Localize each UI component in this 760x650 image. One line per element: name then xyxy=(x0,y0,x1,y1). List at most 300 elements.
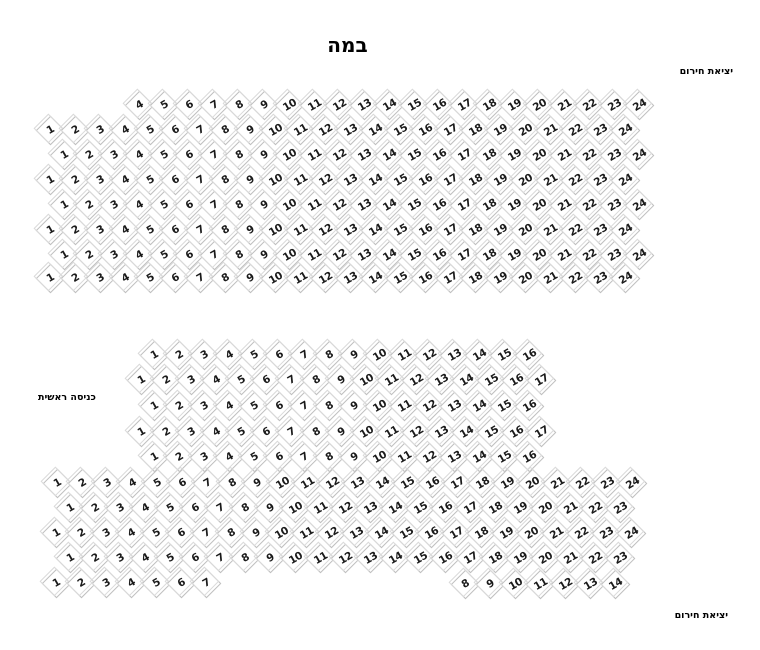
seat-number: 19 xyxy=(490,269,509,287)
seat-number: 3 xyxy=(197,449,210,464)
seat-number: 15 xyxy=(390,221,409,239)
seat-number: 13 xyxy=(346,524,365,542)
seat-number: 5 xyxy=(143,222,156,237)
seat-number: 4 xyxy=(209,424,222,439)
seat-number: 8 xyxy=(322,449,335,464)
seat-number: 6 xyxy=(188,550,201,565)
seat-number: 11 xyxy=(290,269,309,287)
seat-number: 10 xyxy=(279,196,298,214)
seat-number: 10 xyxy=(271,524,290,542)
seat-number: 12 xyxy=(419,397,438,415)
seat-number: 3 xyxy=(113,500,126,515)
seat-number: 5 xyxy=(234,372,247,387)
seat-number: 4 xyxy=(118,270,131,285)
seat-number: 9 xyxy=(483,576,496,591)
seat-number: 1 xyxy=(43,222,56,237)
seat-number: 4 xyxy=(124,525,137,540)
seat-number: 9 xyxy=(249,525,262,540)
seat-number: 18 xyxy=(479,246,498,264)
seat-number: 16 xyxy=(429,146,448,164)
seat-number: 16 xyxy=(435,499,454,517)
seat-number: 3 xyxy=(197,347,210,362)
seat-number: 12 xyxy=(406,371,425,389)
seat-number: 4 xyxy=(138,500,151,515)
seat-number: 3 xyxy=(184,372,197,387)
seat-number: 23 xyxy=(590,221,609,239)
seat-number: 18 xyxy=(465,121,484,139)
seat-number: 23 xyxy=(590,269,609,287)
seat-number: 14 xyxy=(469,397,488,415)
seat-number: 20 xyxy=(535,499,554,517)
seat-number: 10 xyxy=(279,96,298,114)
seat-number: 16 xyxy=(519,448,538,466)
seat-number: 12 xyxy=(329,146,348,164)
seat-number: 19 xyxy=(490,171,509,189)
seat-number: 19 xyxy=(497,474,516,492)
seat-number: 21 xyxy=(554,96,573,114)
seat-number: 11 xyxy=(530,575,549,593)
seat-number: 11 xyxy=(381,423,400,441)
seat-number: 4 xyxy=(138,550,151,565)
seat-number: 7 xyxy=(207,197,220,212)
seat-number: 8 xyxy=(238,500,251,515)
seat-number: 7 xyxy=(199,525,212,540)
seat-number: 23 xyxy=(604,246,623,264)
seat-number: 2 xyxy=(82,147,95,162)
seat-number: 24 xyxy=(615,121,634,139)
seat-number: 8 xyxy=(218,172,231,187)
seat-number: 19 xyxy=(504,96,523,114)
seat-number: 19 xyxy=(510,499,529,517)
seat-number: 7 xyxy=(213,550,226,565)
seat-number: 2 xyxy=(172,449,185,464)
seat-number: 16 xyxy=(506,371,525,389)
seat-number: 3 xyxy=(93,222,106,237)
seat-number: 7 xyxy=(193,222,206,237)
seat-number: 14 xyxy=(605,575,624,593)
seat-number: 9 xyxy=(257,97,270,112)
seat-number: 2 xyxy=(68,122,81,137)
seat-number: 23 xyxy=(604,146,623,164)
seat-number: 23 xyxy=(610,549,629,567)
seat-number: 18 xyxy=(465,269,484,287)
seat-number: 6 xyxy=(259,424,272,439)
seat[interactable] xyxy=(514,442,544,472)
seat-number: 18 xyxy=(465,221,484,239)
seat-number: 1 xyxy=(57,247,70,262)
seat-number: 6 xyxy=(168,172,181,187)
seat-number: 4 xyxy=(118,122,131,137)
seat-number: 14 xyxy=(469,346,488,364)
seat-number: 13 xyxy=(360,499,379,517)
seat-number: 17 xyxy=(446,524,465,542)
seat-number: 19 xyxy=(504,246,523,264)
seat-number: 22 xyxy=(565,171,584,189)
seat-number: 19 xyxy=(504,146,523,164)
seat-number: 13 xyxy=(444,397,463,415)
seat-number: 3 xyxy=(113,550,126,565)
seat-number: 15 xyxy=(494,346,513,364)
seat-number: 9 xyxy=(263,500,276,515)
seat[interactable] xyxy=(514,340,544,370)
seat-number: 1 xyxy=(43,172,56,187)
seat-number: 22 xyxy=(585,549,604,567)
seat-number: 20 xyxy=(515,171,534,189)
seat-number: 4 xyxy=(222,398,235,413)
seat-number: 4 xyxy=(132,197,145,212)
seat-number: 16 xyxy=(429,96,448,114)
seat-number: 12 xyxy=(321,524,340,542)
seat-number: 23 xyxy=(604,96,623,114)
seat-number: 24 xyxy=(629,96,648,114)
seat-number: 14 xyxy=(379,246,398,264)
seat-number: 8 xyxy=(309,372,322,387)
seat-number: 14 xyxy=(469,448,488,466)
seat-number: 22 xyxy=(572,474,591,492)
seat-number: 5 xyxy=(157,247,170,262)
seat-number: 21 xyxy=(554,196,573,214)
seat-number: 11 xyxy=(290,221,309,239)
seat-number: 19 xyxy=(510,549,529,567)
seat-number: 8 xyxy=(232,197,245,212)
seat-number: 9 xyxy=(243,122,256,137)
seat-number: 22 xyxy=(579,196,598,214)
seat-number: 15 xyxy=(481,423,500,441)
seat-number: 14 xyxy=(385,549,404,567)
seat-number: 5 xyxy=(150,475,163,490)
emergency-exit-label-bottom: יציאת חירום xyxy=(674,610,728,621)
seat-number: 9 xyxy=(347,347,360,362)
seat-number: 16 xyxy=(519,397,538,415)
seat-number: 23 xyxy=(604,196,623,214)
seat-number: 12 xyxy=(329,96,348,114)
seat-number: 5 xyxy=(247,398,260,413)
seat-number: 23 xyxy=(590,171,609,189)
seat-number: 10 xyxy=(356,371,375,389)
seat-number: 14 xyxy=(365,121,384,139)
seat[interactable] xyxy=(600,569,630,599)
seat-number: 18 xyxy=(485,499,504,517)
seat-number: 1 xyxy=(49,575,62,590)
stage-title: במה xyxy=(327,33,368,57)
seat-number: 23 xyxy=(596,524,615,542)
seat-number: 18 xyxy=(472,474,491,492)
seat-number: 22 xyxy=(571,524,590,542)
seat-number: 10 xyxy=(369,346,388,364)
seat-number: 2 xyxy=(159,372,172,387)
seat-number: 21 xyxy=(540,221,559,239)
seat-number: 12 xyxy=(419,346,438,364)
seat-number: 16 xyxy=(429,246,448,264)
seat-number: 4 xyxy=(118,172,131,187)
seat-number: 17 xyxy=(454,146,473,164)
seat-number: 12 xyxy=(555,575,574,593)
seat-number: 5 xyxy=(143,172,156,187)
seat-number: 9 xyxy=(250,475,263,490)
seat-number: 11 xyxy=(394,448,413,466)
seat-number: 22 xyxy=(579,96,598,114)
seat-number: 15 xyxy=(410,499,429,517)
seat-number: 2 xyxy=(82,197,95,212)
seat-number: 5 xyxy=(163,500,176,515)
seat-number: 3 xyxy=(107,147,120,162)
seat-number: 14 xyxy=(371,524,390,542)
seat-number: 23 xyxy=(590,121,609,139)
seat-number: 6 xyxy=(272,347,285,362)
seat-number: 4 xyxy=(132,147,145,162)
seat-number: 7 xyxy=(284,372,297,387)
seat-number: 15 xyxy=(404,146,423,164)
seat-number: 8 xyxy=(218,122,231,137)
seat-number: 11 xyxy=(304,196,323,214)
seat-number: 21 xyxy=(554,246,573,264)
seat-number: 20 xyxy=(522,474,541,492)
seat-number: 12 xyxy=(315,121,334,139)
seat-number: 16 xyxy=(506,423,525,441)
seat-number: 7 xyxy=(207,247,220,262)
seat-number: 13 xyxy=(340,269,359,287)
seat-number: 16 xyxy=(421,524,440,542)
seat-number: 13 xyxy=(347,474,366,492)
seat-number: 3 xyxy=(197,398,210,413)
seat-number: 10 xyxy=(272,474,291,492)
seat-number: 6 xyxy=(259,372,272,387)
seat-number: 17 xyxy=(454,96,473,114)
seat-number: 17 xyxy=(454,246,473,264)
seat-number: 17 xyxy=(460,499,479,517)
seat-number: 9 xyxy=(334,372,347,387)
seat-number: 12 xyxy=(322,474,341,492)
seat-number: 20 xyxy=(515,221,534,239)
seat-number: 21 xyxy=(540,121,559,139)
seat-number: 5 xyxy=(157,197,170,212)
seat-number: 13 xyxy=(444,448,463,466)
seat-number: 2 xyxy=(172,398,185,413)
seat-number: 18 xyxy=(471,524,490,542)
seat-number: 17 xyxy=(531,423,550,441)
emergency-exit-label-top: יציאת חירום xyxy=(679,66,733,77)
seat-number: 13 xyxy=(354,146,373,164)
seat-number: 21 xyxy=(560,499,579,517)
seat-number: 5 xyxy=(234,424,247,439)
seat-number: 9 xyxy=(263,550,276,565)
seat-number: 8 xyxy=(232,247,245,262)
seat-number: 16 xyxy=(415,121,434,139)
seat-number: 8 xyxy=(238,550,251,565)
seat-number: 23 xyxy=(597,474,616,492)
seat-number: 11 xyxy=(394,346,413,364)
seat-number: 15 xyxy=(404,96,423,114)
seat-number: 2 xyxy=(82,247,95,262)
seat-number: 7 xyxy=(199,575,212,590)
seat-number: 2 xyxy=(68,172,81,187)
seat-number: 12 xyxy=(335,549,354,567)
seat-number: 11 xyxy=(290,121,309,139)
seat-number: 13 xyxy=(340,121,359,139)
seat-number: 10 xyxy=(265,121,284,139)
seat-number: 1 xyxy=(63,500,76,515)
seat-number: 7 xyxy=(193,122,206,137)
seat[interactable] xyxy=(526,417,556,447)
seat-number: 11 xyxy=(310,549,329,567)
seat-number: 2 xyxy=(74,575,87,590)
seat-number: 15 xyxy=(410,549,429,567)
seat-number: 15 xyxy=(397,474,416,492)
seat-number: 5 xyxy=(163,550,176,565)
seat-number: 2 xyxy=(68,222,81,237)
seat-number: 2 xyxy=(74,525,87,540)
seat-number: 6 xyxy=(182,197,195,212)
seat-number: 8 xyxy=(458,576,471,591)
seat-number: 11 xyxy=(310,499,329,517)
seat-number: 3 xyxy=(93,122,106,137)
seat-number: 13 xyxy=(354,96,373,114)
seat-number: 7 xyxy=(200,475,213,490)
seat-number: 4 xyxy=(125,475,138,490)
seat-number: 12 xyxy=(406,423,425,441)
seat-number: 24 xyxy=(629,146,648,164)
seat-number: 21 xyxy=(540,171,559,189)
seat-number: 4 xyxy=(209,372,222,387)
seat-number: 20 xyxy=(535,549,554,567)
seat-number: 5 xyxy=(143,122,156,137)
seat-number: 8 xyxy=(322,347,335,362)
seat-number: 12 xyxy=(315,221,334,239)
seat-number: 17 xyxy=(531,371,550,389)
seat-number: 19 xyxy=(490,221,509,239)
seat-number: 4 xyxy=(132,97,145,112)
seat-number: 21 xyxy=(540,269,559,287)
seat-number: 10 xyxy=(505,575,524,593)
seat-number: 15 xyxy=(404,196,423,214)
seat-number: 13 xyxy=(431,423,450,441)
seat-number: 17 xyxy=(460,549,479,567)
seat-number: 21 xyxy=(547,474,566,492)
seat-number: 24 xyxy=(621,524,640,542)
seat-number: 24 xyxy=(629,246,648,264)
seat-number: 1 xyxy=(147,398,160,413)
seat-number: 20 xyxy=(529,96,548,114)
seat-number: 3 xyxy=(99,575,112,590)
seat-number: 22 xyxy=(565,269,584,287)
seat-number: 6 xyxy=(168,222,181,237)
seat-number: 22 xyxy=(565,121,584,139)
seat-number: 21 xyxy=(560,549,579,567)
seat-number: 4 xyxy=(222,347,235,362)
seat-number: 10 xyxy=(369,448,388,466)
seat-number: 20 xyxy=(515,121,534,139)
seat-number: 11 xyxy=(304,146,323,164)
seat-number: 18 xyxy=(479,146,498,164)
seat-number: 15 xyxy=(390,269,409,287)
seat-number: 15 xyxy=(494,397,513,415)
seat-number: 14 xyxy=(456,371,475,389)
seat-number: 9 xyxy=(347,449,360,464)
seat-number: 19 xyxy=(490,121,509,139)
seat-number: 12 xyxy=(315,269,334,287)
seat-number: 10 xyxy=(369,397,388,415)
seat-number: 7 xyxy=(297,449,310,464)
seat-number: 24 xyxy=(629,196,648,214)
seat-number: 3 xyxy=(184,424,197,439)
seat-number: 13 xyxy=(340,221,359,239)
seat-number: 22 xyxy=(579,246,598,264)
seat-number: 24 xyxy=(615,171,634,189)
seat-number: 8 xyxy=(232,147,245,162)
seat-number: 3 xyxy=(107,247,120,262)
seat-number: 14 xyxy=(365,221,384,239)
seat-number: 6 xyxy=(175,475,188,490)
seat-number: 22 xyxy=(565,221,584,239)
seat-number: 20 xyxy=(515,269,534,287)
seat[interactable] xyxy=(526,365,556,395)
seat-number: 6 xyxy=(182,147,195,162)
seat-number: 1 xyxy=(147,449,160,464)
seat-number: 4 xyxy=(222,449,235,464)
seat-number: 20 xyxy=(529,146,548,164)
seat-number: 9 xyxy=(243,222,256,237)
seat-number: 12 xyxy=(419,448,438,466)
seat-number: 9 xyxy=(243,172,256,187)
seat-number: 19 xyxy=(504,196,523,214)
seat-number: 1 xyxy=(50,475,63,490)
seat-number: 16 xyxy=(429,196,448,214)
seat-number: 14 xyxy=(379,196,398,214)
seat-number: 1 xyxy=(43,122,56,137)
seat-number: 10 xyxy=(285,499,304,517)
seat-number: 1 xyxy=(134,372,147,387)
seat-number: 15 xyxy=(396,524,415,542)
seat-number: 6 xyxy=(272,398,285,413)
seat[interactable] xyxy=(514,391,544,421)
seat-number: 5 xyxy=(247,347,260,362)
seat-number: 16 xyxy=(435,549,454,567)
seat-number: 2 xyxy=(159,424,172,439)
seat[interactable] xyxy=(617,468,647,498)
seat-number: 5 xyxy=(157,97,170,112)
seat-number: 7 xyxy=(284,424,297,439)
seat-number: 7 xyxy=(297,347,310,362)
seat-number: 5 xyxy=(149,525,162,540)
seat-number: 9 xyxy=(257,147,270,162)
seat-number: 20 xyxy=(521,524,540,542)
seat-number: 7 xyxy=(213,500,226,515)
seat-number: 5 xyxy=(149,575,162,590)
seat-number: 14 xyxy=(365,269,384,287)
seat-number: 12 xyxy=(315,171,334,189)
seat-number: 12 xyxy=(329,246,348,264)
seat-number: 5 xyxy=(157,147,170,162)
seat-number: 13 xyxy=(354,196,373,214)
seat-number: 17 xyxy=(440,171,459,189)
seat-number: 21 xyxy=(546,524,565,542)
seat-number: 8 xyxy=(322,398,335,413)
seat-number: 6 xyxy=(182,97,195,112)
seat-number: 6 xyxy=(168,122,181,137)
seat-number: 11 xyxy=(296,524,315,542)
main-entrance-label: כניסה ראשית xyxy=(38,392,96,403)
seat-number: 2 xyxy=(88,550,101,565)
seat-number: 14 xyxy=(372,474,391,492)
seat-number: 16 xyxy=(519,346,538,364)
seat-number: 20 xyxy=(529,246,548,264)
seat-number: 9 xyxy=(347,398,360,413)
seat-number: 2 xyxy=(88,500,101,515)
seat-number: 9 xyxy=(334,424,347,439)
seat-number: 15 xyxy=(481,371,500,389)
seat-number: 7 xyxy=(207,97,220,112)
seat-number: 10 xyxy=(279,146,298,164)
